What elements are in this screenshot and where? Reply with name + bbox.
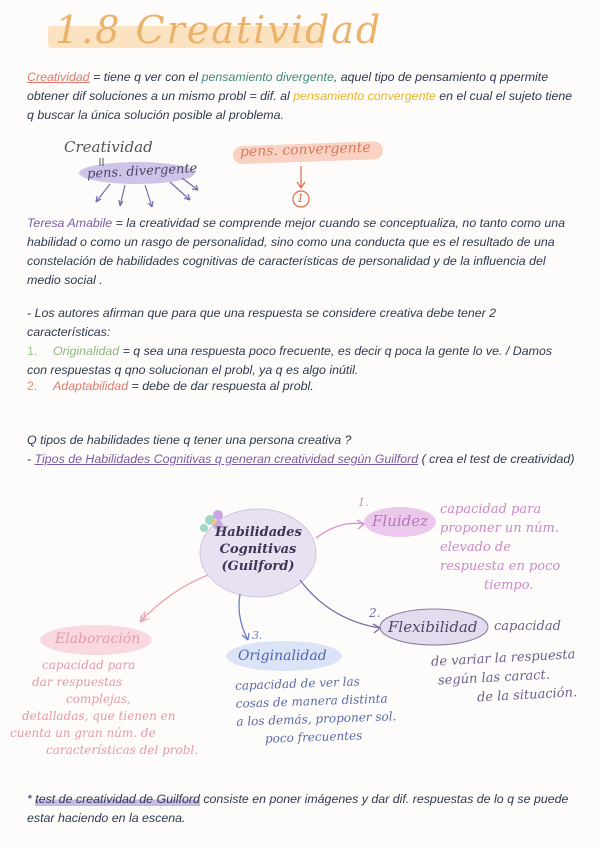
definition-text-2: , aquel tipo de pensamiento q ppermite obtener dif soluciones a un mismo probl = dif. al: [27, 70, 549, 103]
number-2: 2.: [369, 606, 381, 620]
flexibilidad-label: Flexibilidad: [388, 618, 478, 636]
flexibilidad-desc-head: capacidad: [494, 619, 561, 634]
fluidez-label: Fluidez: [372, 512, 429, 530]
authors-intro: - Los autores afirman que para que una respuesta se considere creativa debe tener 2 características:: [27, 306, 497, 339]
amabile-paragraph: [27, 214, 575, 290]
center-label-line3: (Guilford): [221, 559, 295, 574]
sketch-creatividad: Creatividad: [64, 138, 153, 156]
elaboracion-label: Elaboración: [55, 631, 141, 647]
term-convergent: pensamiento convergente: [293, 89, 436, 103]
term-amabile: Teresa Amabile: [27, 216, 113, 230]
sketch-number-one: 1: [297, 192, 304, 205]
sketch-convergente: pens. convergente: [239, 139, 371, 161]
arrow-to-flexibilidad: [300, 580, 380, 628]
definition-paragraph: [27, 68, 575, 125]
characteristic-item-2: 2. Adaptabilidad = debe de dar respuesta al probl.: [27, 379, 314, 393]
term-originalidad: Originalidad: [53, 344, 120, 358]
definition-text-3: en el cual el sujeto tiene q buscar la única solución posible al problema.: [27, 89, 573, 122]
guilford-line: - Tipos de Habilidades Cognitivas q generan creatividad según Guilford ( crea el test de creatividad): [27, 452, 575, 466]
elaboracion-description: capacidad para dar respuestas complejas, detalladas, que tienen en cuenta un gran núm. de características del probl.: [10, 658, 199, 757]
term-divergent: pensamiento divergente: [201, 70, 334, 84]
number-1: 1.: [358, 496, 369, 509]
characteristic-item-1: 1. Originalidad = q sea una respuesta poco frecuente, es decir q poca la gente lo ve. / Damos con respuestas q qno solucionan el probl, ya q es algo inútil.: [27, 344, 553, 377]
arrow-to-originalidad: [239, 594, 248, 640]
number-3: 3.: [252, 629, 263, 642]
page-title: 1.8 Creatividad: [55, 8, 383, 52]
definition-text-1: = tiene q ver con el: [89, 70, 202, 84]
footer-note: * test de creatividad de Guilford consiste en poner imágenes y dar dif. respuestas de lo q se puede estar haciendo en la escena.: [27, 792, 569, 825]
guilford-link: Tipos de Habilidades Cognitivas q generan creatividad según Guilford: [34, 452, 419, 466]
term-creatividad: Creatividad: [27, 70, 90, 84]
center-label-line2: Cognitivas: [219, 542, 297, 557]
term-guilford-test: test de creatividad de Guilford: [35, 792, 200, 806]
originalidad-label: Originalidad: [238, 648, 327, 664]
term-adaptabilidad: Adaptabilidad: [53, 379, 129, 393]
center-label-line1: Habilidades: [215, 525, 302, 540]
arrow-to-fluidez: [316, 523, 364, 538]
sketch-divergente: pens. divergente: [86, 161, 198, 182]
amabile-text: = la creatividad se comprende mejor cuando se conceptualiza, no tanto como una habilidad o como un rasgo de personalidad, sino como una conducta que es el resultado de una constelación de habilidades cognitivas de características de personalidad y de la influencia del medio social .: [27, 216, 566, 287]
center-label: [215, 524, 301, 575]
number-4: 4.: [140, 610, 151, 623]
originalidad-description: capacidad de ver las cosas de manera distinta a los demás, proponer sol. poco frecuentes: [234, 674, 397, 746]
fluidez-description: capacidad para proponer un núm. elevado de respuesta en poco tiempo.: [440, 502, 561, 593]
question-line: Q tipos de habilidades tiene q tener una persona creativa ?: [27, 433, 352, 447]
flexibilidad-description: de variar la respuesta según las caract. de la situación.: [430, 647, 578, 706]
